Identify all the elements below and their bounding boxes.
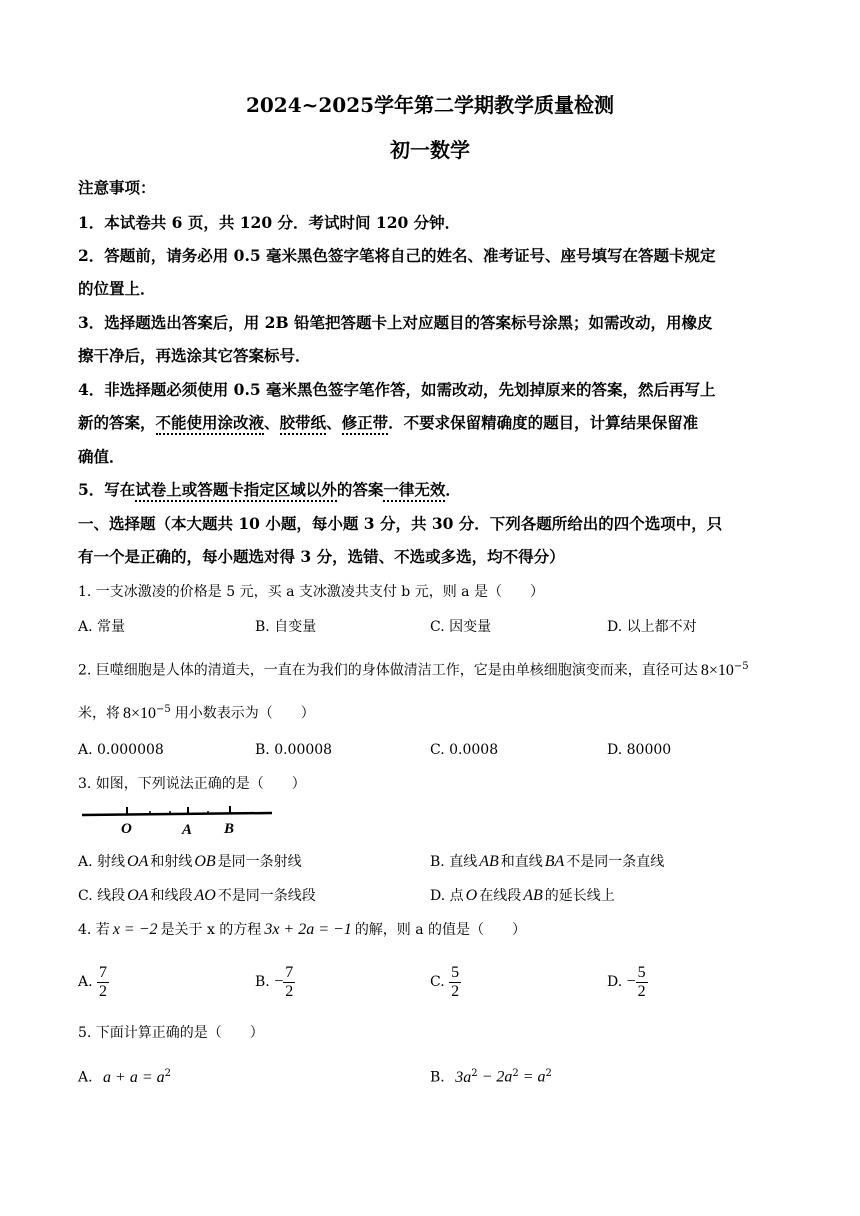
option-text: 和线段: [150, 888, 193, 904]
question-1: 1. 一支冰激凌的价格是 5 元，买 a 支冰激凌共支付 b 元，则 a 是（ ）: [78, 584, 544, 600]
label-a: A: [182, 822, 193, 838]
ray-figure: [80, 802, 280, 842]
option-text: 不是同一条线段: [217, 888, 316, 904]
q3-option-d: [430, 886, 615, 906]
label-b: B: [224, 821, 235, 837]
note-2-line2: 的位置上．: [78, 279, 156, 298]
exponent: 2: [545, 1068, 552, 1079]
q3-option-b: [430, 852, 664, 872]
ray-diagram: [80, 802, 280, 838]
option-sign: −: [626, 973, 636, 990]
option-text: D. 点: [430, 888, 464, 904]
q4-text: 4. 若: [78, 922, 110, 938]
question-2-line2: [78, 700, 315, 724]
math-term: AB: [523, 887, 543, 904]
q2-expression: 8×10: [123, 704, 157, 722]
denominator: 2: [637, 982, 646, 1000]
emphasis-text: 不能使用涂改液: [156, 413, 265, 435]
option-label: A.: [78, 1069, 93, 1086]
fraction: [636, 964, 648, 1001]
ray-line: [82, 813, 272, 815]
question-2-line1: [78, 657, 749, 681]
q1-option-a: A. 常量: [78, 619, 126, 635]
option-text: 的延长线上: [544, 888, 615, 904]
exam-title: 2024~2025学年第二学期教学质量检测: [245, 93, 615, 117]
fraction: [283, 964, 295, 1001]
denominator: 2: [99, 982, 108, 1000]
numerator: 5: [451, 963, 460, 981]
q2-exponent: −5: [156, 704, 171, 715]
fraction: [97, 964, 109, 1001]
label-o: O: [121, 821, 132, 837]
numerator: 5: [637, 963, 646, 981]
question-4: [78, 920, 526, 940]
note-4-line1: 4．非选择题必须使用 0.5 毫米黑色签字笔作答，如需改动，先划掉原来的答案，然后再写上: [78, 380, 716, 399]
math-term: OA: [127, 853, 149, 870]
q4-option-c: [430, 962, 461, 1002]
math-expression: a + a = a: [103, 1068, 165, 1086]
math-term: OA: [127, 887, 149, 904]
math-expression: 3a: [455, 1068, 472, 1086]
note-4-text: ．不要求保留精确度的题目，计算结果保留准: [388, 413, 699, 432]
note-5-text: ．: [445, 480, 461, 499]
option-sign: −: [274, 973, 284, 990]
note-5-text: 5．写在: [78, 480, 136, 499]
option-text: 和射线: [150, 854, 193, 870]
q2-text: 2. 巨噬细胞是人体的清道夫，一直在为我们的身体做清洁工作，它是由单核细胞演变而来，直径可达: [78, 662, 698, 679]
q4-text: 是关于 x 的方程: [160, 922, 262, 938]
math-term: AO: [194, 887, 216, 904]
note-1: 1．本试卷共 6 页，共 120 分．考试时间 120 分钟．: [78, 213, 461, 232]
option-label: C.: [430, 974, 445, 990]
emphasis-text: 试卷上或答题卡指定区域以外: [135, 480, 337, 502]
note-2-line1: 2．答题前，请务必用 0.5 毫米黑色签字笔将自己的姓名、准考证号、座号填写在答题卡规定: [78, 246, 716, 265]
q4-text: 的解，则 a 的值是（ ）: [354, 922, 527, 938]
denominator: 2: [285, 982, 294, 1000]
exponent: 2: [512, 1068, 519, 1079]
note-5-text: 的答案: [336, 480, 384, 499]
q2-expression: 8×10: [700, 661, 734, 679]
emphasis-text: 修正带: [342, 413, 389, 435]
notes-heading: 注意事项：: [78, 178, 156, 197]
option-text: C. 线段: [78, 888, 126, 904]
question-3: 3. 如图，下列说法正确的是（ ）: [78, 776, 306, 792]
q2-option-d: D. 80000: [607, 742, 672, 758]
q4-option-a: [78, 962, 109, 1002]
math-term: BA: [544, 853, 565, 870]
section-heading-line2: 有一个是正确的，每小题选对得 3 分，选错、不选或多选，均不得分）: [78, 547, 565, 566]
option-label: A.: [78, 974, 93, 990]
note-3-line1: 3．选择题选出答案后，用 2B 铅笔把答题卡上对应题目的答案标号涂黑；如需改动，用橡皮: [78, 313, 713, 332]
math-term: OB: [194, 853, 216, 870]
math-expression: = a: [518, 1068, 546, 1086]
q5-option-a: [78, 1064, 171, 1088]
q2-text: 米，将: [78, 705, 120, 722]
emphasis-text: 一律无效: [383, 480, 445, 502]
math-term: O: [465, 887, 478, 904]
option-text: B. 直线: [430, 854, 478, 870]
exam-subject: 初一数学: [390, 138, 470, 162]
fraction: [449, 964, 461, 1001]
exponent: 2: [164, 1068, 171, 1079]
option-label: B.: [255, 974, 270, 990]
note-5: [78, 480, 461, 500]
q2-option-b: B. 0.00008: [255, 742, 333, 758]
q3-option-a: [78, 852, 302, 872]
q1-option-b: B. 自变量: [255, 619, 317, 635]
option-text: 在线段: [479, 888, 522, 904]
q2-exponent: −5: [733, 661, 749, 672]
q2-option-a: A. 0.000008: [78, 742, 164, 758]
math-term: AB: [479, 853, 499, 870]
numerator: 7: [285, 963, 294, 981]
q4-equation: 3x + 2a = −1: [264, 921, 352, 938]
emphasis-text: 胶带纸: [280, 413, 327, 435]
q4-equation: x = −2: [112, 921, 158, 938]
q4-option-b: [255, 962, 295, 1002]
q3-option-c: [78, 886, 316, 906]
note-3-line2: 擦干净后，再选涂其它答案标号．: [78, 346, 311, 365]
option-label: B.: [430, 1069, 445, 1086]
q1-option-c: C. 因变量: [430, 619, 492, 635]
note-4-sep: 、: [326, 413, 342, 432]
note-4-sep: 、: [264, 413, 280, 432]
note-4-text: 新的答案，: [78, 413, 156, 432]
note-4-line3: 确值．: [78, 447, 125, 466]
q2-option-c: C. 0.0008: [430, 742, 499, 758]
note-4-line2: [78, 413, 698, 433]
exponent: 2: [471, 1068, 478, 1079]
numerator: 7: [99, 963, 108, 981]
math-expression: − 2a: [477, 1068, 513, 1086]
question-5: 5. 下面计算正确的是（ ）: [78, 1025, 264, 1041]
section-heading-line1: 一、选择题（本大题共 10 小题，每小题 3 分，共 30 分．下列各题所给出的四个选项中，只: [78, 514, 723, 533]
option-text: 不是同一条直线: [566, 854, 665, 870]
option-text: 和直线: [500, 854, 543, 870]
q1-option-d: D. 以上都不对: [607, 619, 697, 635]
denominator: 2: [451, 982, 460, 1000]
option-text: A. 射线: [78, 854, 126, 870]
option-text: 是同一条射线: [217, 854, 302, 870]
q4-option-d: [607, 962, 648, 1002]
q5-option-b: [430, 1064, 552, 1088]
q2-text: 用小数表示为（ ）: [174, 705, 315, 722]
option-label: D.: [607, 974, 623, 990]
